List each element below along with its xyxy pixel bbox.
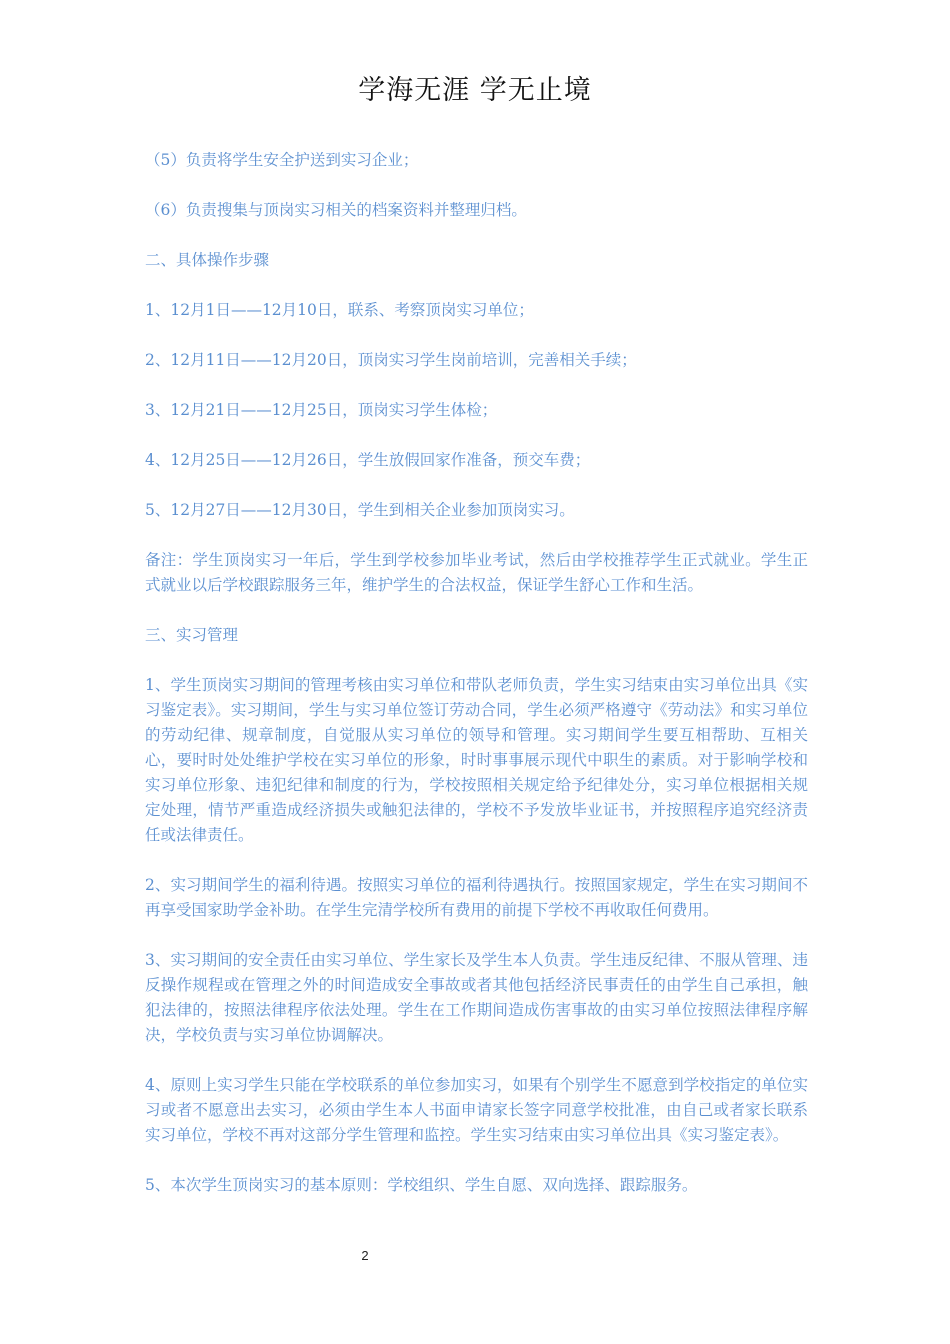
paragraph-management-3: 3、实习期间的安全责任由实习单位、学生家长及学生本人负责。学生违反纪律、不服从管理、违反操作规程或在管理之外的时间造成安全事故或者其他包括经济民事责任的由学生自己承担，触犯法律的，按照法律程序依法处理。学生在工作期间造成伤害事故的由实习单位按照法律程序解决，学校负责与实习单位协调解决。	[145, 951, 808, 1044]
page-number: 2	[361, 1248, 369, 1263]
section-heading-steps: 二、具体操作步骤	[145, 251, 270, 269]
paragraph-management-2: 2、实习期间学生的福利待遇。按照实习单位的福利待遇执行。按照国家规定，学生在实习期间不再享受国家助学金补助。在学生完清学校所有费用的前提下学校不再收取任何费用。	[145, 876, 808, 919]
paragraph-management-4: 4、原则上实习学生只能在学校联系的单位参加实习，如果有个别学生不愿意到学校指定的单位实习或者不愿意出去实习，必须由学生本人书面申请家长签字同意学校批准，由自己或者家长联系实习单位，学校不再对这部分学生管理和监控。学生实习结束由实习单位出具《实习鉴定表》。	[145, 1076, 808, 1144]
paragraph-duty-6: （6）负责搜集与顶岗实习相关的档案资料并整理归档。	[145, 201, 527, 219]
paragraph-step-4: 4、12月25日——12月26日，学生放假回家作准备，预交车费；	[145, 451, 591, 469]
paragraph-step-2: 2、12月11日——12月20日，顶岗实习学生岗前培训，完善相关手续；	[145, 351, 637, 369]
paragraph-duty-5: （5）负责将学生安全护送到实习企业；	[145, 151, 419, 169]
paragraph-step-1: 1、12月1日——12月10日，联系、考察顶岗实习单位；	[145, 301, 534, 319]
paragraph-step-5: 5、12月27日——12月30日，学生到相关企业参加顶岗实习。	[145, 501, 575, 519]
page-header-title: 学海无涯 学无止境	[358, 75, 592, 106]
document-body	[145, 148, 808, 1223]
paragraph-management-1: 1、学生顶岗实习期间的管理考核由实习单位和带队老师负责，学生实习结束由实习单位出具《实习鉴定表》。实习期间，学生与实习单位签订劳动合同，学生必须严格遵守《劳动法》和实习单位的劳动纪律、规章制度，自觉服从实习单位的领导和管理。实习期间学生要互相帮助、互相关心，要时时处处维护学校在实习单位的形象，时时事事展示现代中职生的素质。对于影响学校和实习单位形象、违犯纪律和制度的行为，学校按照相关规定给予纪律处分，实习单位根据相关规定处理，情节严重造成经济损失或触犯法律的，学校不予发放毕业证书，并按照程序追究经济责任或法律责任。	[145, 676, 808, 844]
paragraph-step-3: 3、12月21日——12月25日，顶岗实习学生体检；	[145, 401, 498, 419]
section-heading-management: 三、实习管理	[145, 626, 239, 644]
paragraph-note: 备注：学生顶岗实习一年后，学生到学校参加毕业考试，然后由学校推荐学生正式就业。学生正式就业以后学校跟踪服务三年，维护学生的合法权益，保证学生舒心工作和生活。	[145, 551, 808, 594]
paragraph-management-5: 5、本次学生顶岗实习的基本原则：学校组织、学生自愿、双向选择、跟踪服务。	[145, 1176, 698, 1194]
